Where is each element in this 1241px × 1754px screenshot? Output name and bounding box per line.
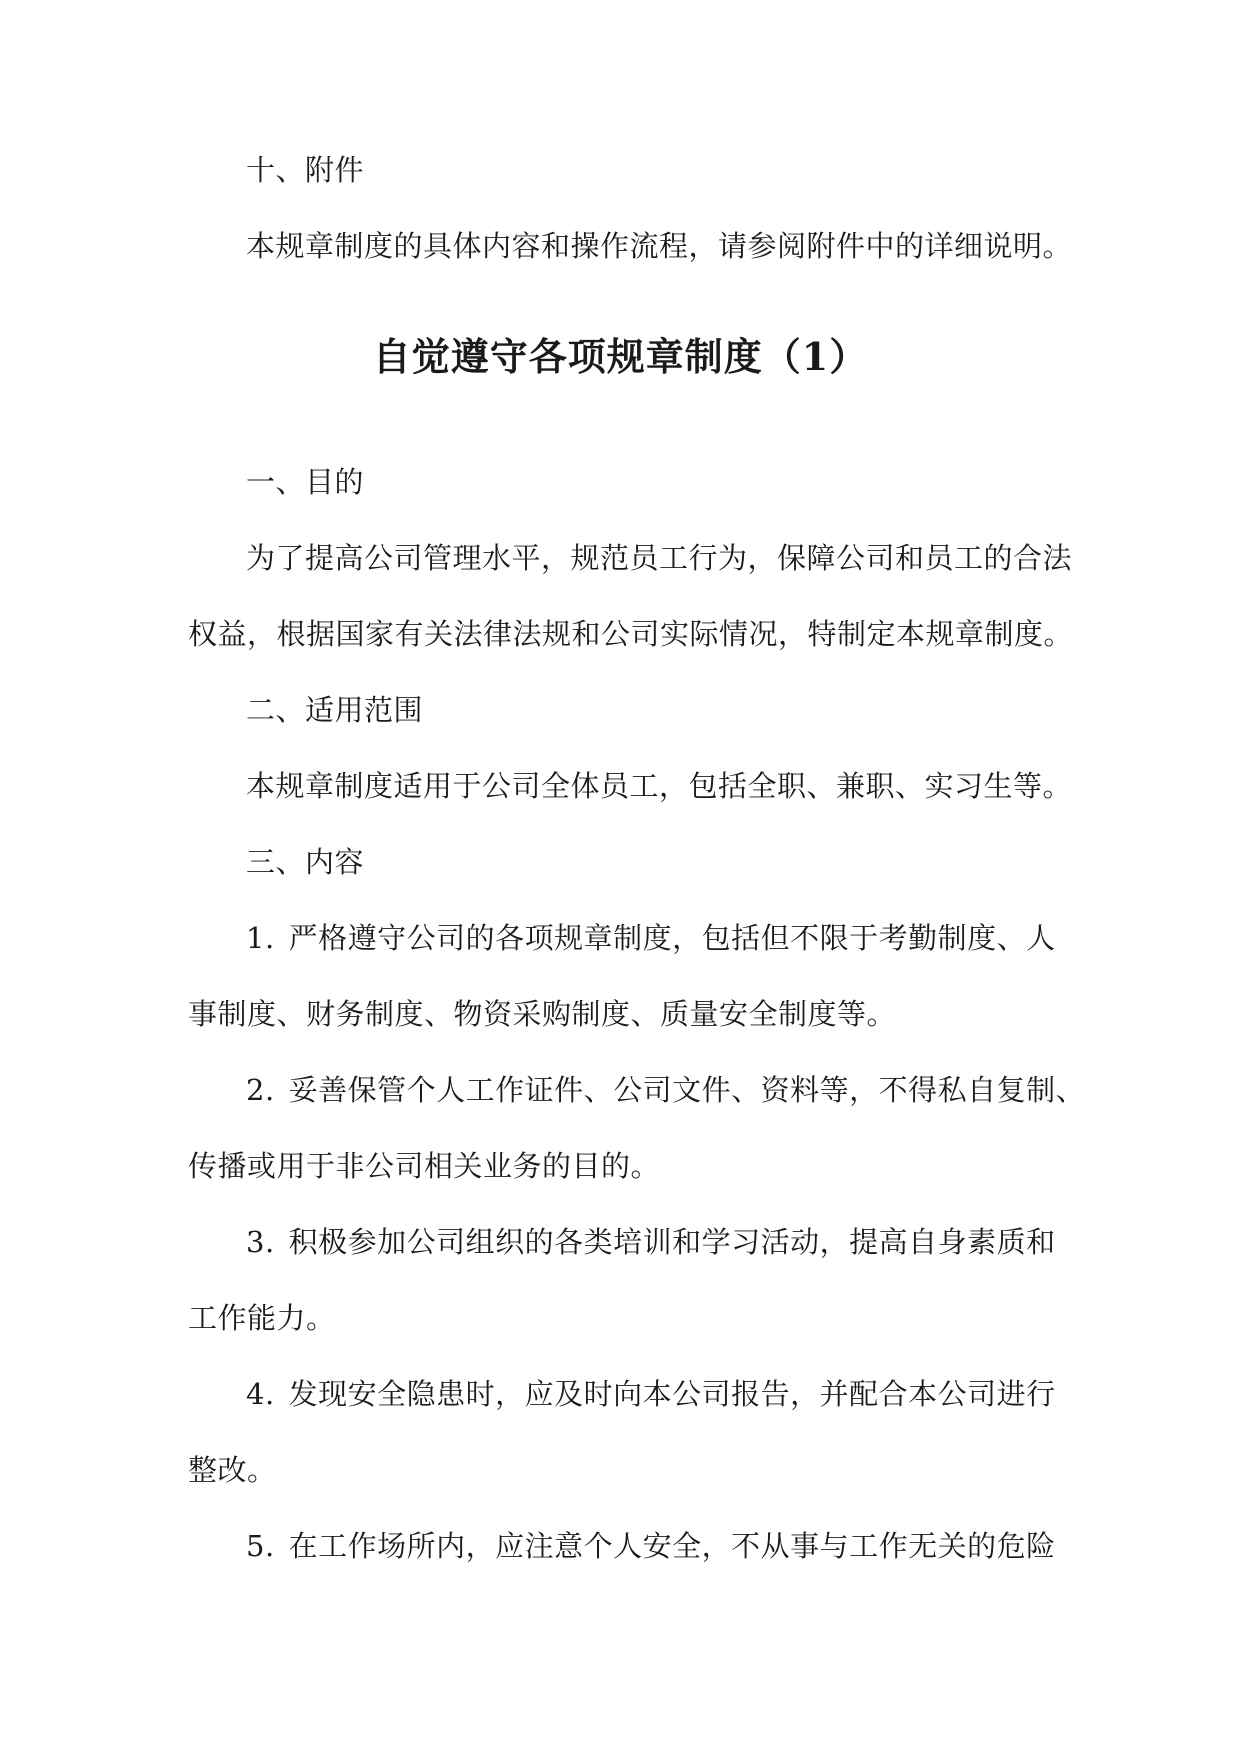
list-item-5-text: 在工作场所内，应注意个人安全，不从事与工作无关的危险 [288, 1529, 1056, 1563]
list-item-4-rest: 整改。 [188, 1453, 277, 1487]
section-heading-content: 三、内容 [246, 845, 365, 879]
list-item-2-first [246, 1070, 1085, 1110]
list-item-3-text: 积极参加公司组织的各类培训和学习活动，提高自身素质和 [288, 1225, 1056, 1259]
section-heading-attachment: 十、附件 [246, 153, 365, 187]
list-item-3-first [246, 1222, 1056, 1262]
list-item-4-text: 发现安全隐患时，应及时向本公司报告，并配合本公司进行 [288, 1377, 1056, 1411]
document-title: 自觉遵守各项规章制度（1） [372, 334, 869, 379]
attachment-text: 本规章制度的具体内容和操作流程，请参阅附件中的详细说明。 [246, 229, 1073, 263]
purpose-line-2: 权益，根据国家有关法律法规和公司实际情况，特制定本规章制度。 [188, 617, 1074, 651]
list-item-1-rest: 事制度、财务制度、物资采购制度、质量安全制度等。 [188, 997, 897, 1031]
list-item-2-text: 妥善保管个人工作证件、公司文件、资料等，不得私自复制、 [288, 1073, 1086, 1107]
list-item-1-first [246, 918, 1056, 958]
list-item-4-number: 4. [246, 1377, 275, 1411]
list-item-4-first [246, 1374, 1056, 1414]
section-heading-purpose: 一、目的 [246, 465, 365, 499]
purpose-line-1: 为了提高公司管理水平，规范员工行为，保障公司和员工的合法 [246, 541, 1073, 575]
section-heading-scope: 二、适用范围 [246, 693, 424, 727]
list-item-5-number: 5. [246, 1529, 275, 1563]
list-item-2-rest: 传播或用于非公司相关业务的目的。 [188, 1149, 661, 1183]
list-item-2-number: 2. [246, 1073, 275, 1107]
list-item-3-number: 3. [246, 1225, 275, 1259]
list-item-1-number: 1. [246, 921, 275, 955]
scope-text: 本规章制度适用于公司全体员工，包括全职、兼职、实习生等。 [246, 769, 1073, 803]
list-item-3-rest: 工作能力。 [188, 1301, 336, 1335]
list-item-5-first [246, 1526, 1056, 1566]
list-item-1-text: 严格遵守公司的各项规章制度，包括但不限于考勤制度、人 [288, 921, 1056, 955]
